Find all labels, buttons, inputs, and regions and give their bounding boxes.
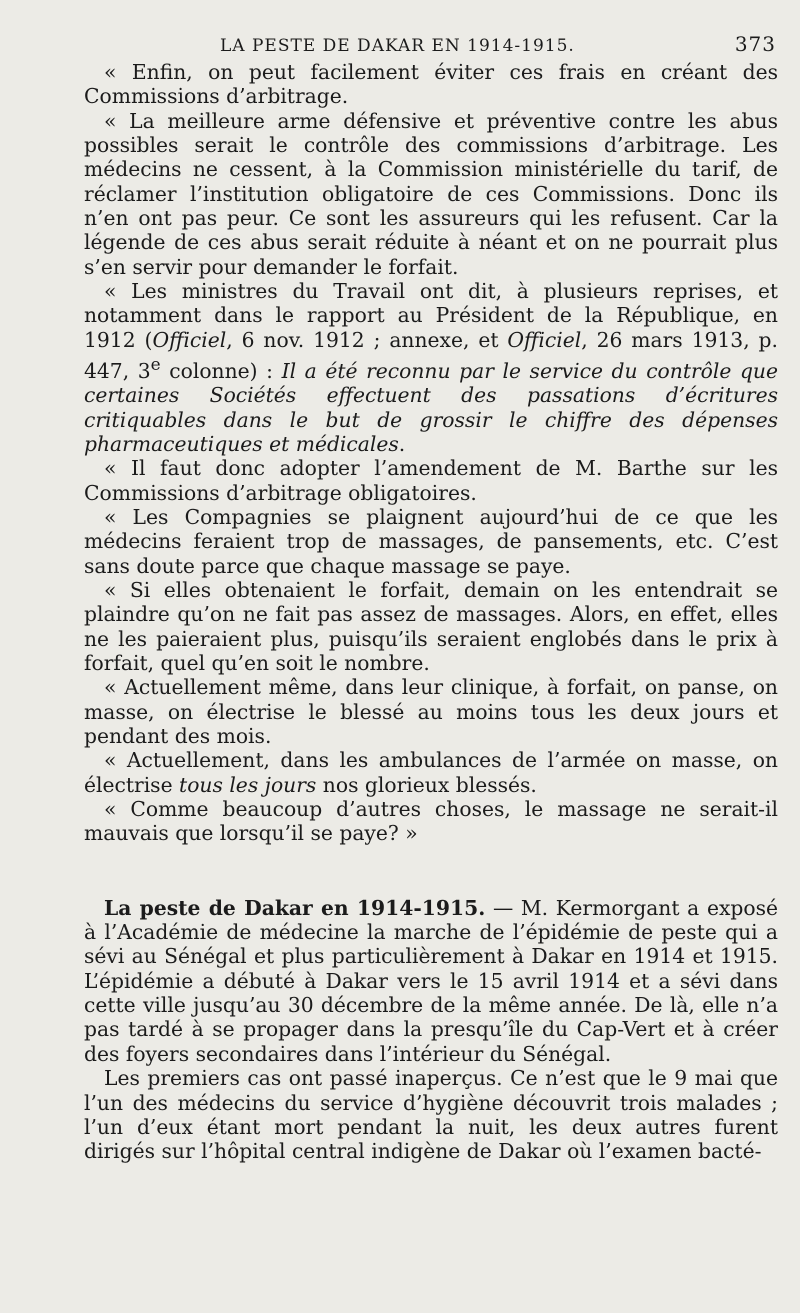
citation-source: Officiel <box>152 327 227 352</box>
running-header <box>84 32 778 56</box>
section-title: La peste de Dakar en 1914-1915. <box>104 895 486 920</box>
running-title: LA PESTE DE DAKAR EN 1914-1915. <box>220 36 575 56</box>
page-number: 373 <box>734 32 776 56</box>
section-intro: — M. Kermorgant a exposé à l’Académie de médecine la marche de l’épidémie de peste qui a sévi au Sénégal et plus particulièrement à Dakar en 1914 et 1915. L’épidémie a débuté à Dakar vers le 15 avril 1914 et a sévi dans cette ville jusqu’au 30 décembre de la même année. De là, elle n’a pas tardé à se propager dans la presqu’île du Cap-Vert et à créer des foyers secondaires dans l’intérieur du Sénégal. <box>84 895 778 1066</box>
paragraph: « Si elles obtenaient le forfait, demain on les entendrait se plaindre qu’on ne fait pas assez de massages. Alors, en effet, elles ne les paieraient plus, puisqu’ils seraient englobés dans le prix à forfait, quel qu’en soit le nombre. <box>84 577 778 676</box>
section-paragraph <box>84 896 778 1066</box>
paragraph: « Actuellement même, dans leur clinique, à forfait, on panse, on masse, on électrise le blessé au moins tous les deux jours et pendant des mois. <box>84 675 778 749</box>
paragraph: « Il faut donc adopter l’amendement de M. Barthe sur les Commissions d’arbitrage obligatoires. <box>84 456 778 505</box>
citation-text: colonne) : <box>160 358 282 383</box>
citation-text: , 6 nov. 1912 ; annexe, et <box>226 327 508 352</box>
page-body <box>84 60 778 1164</box>
paragraph <box>84 748 778 797</box>
paragraph: « Enfin, on peut facilement éviter ces frais en créant des Commissions d’arbitrage. <box>84 60 778 109</box>
paragraph <box>84 279 778 456</box>
italic-phrase: tous les jours <box>179 772 317 797</box>
section-spacer <box>84 846 778 896</box>
paragraph: « Les Compagnies se plaignent aujourd’hui de ce que les médecins feraient trop de massages, de pansements, etc. C’est sans doute parce que chaque massage se paye. <box>84 504 778 578</box>
italic-quote: Il a été reconnu par le service du contrôle que certaines Sociétés effectuent des passations d’écritures critiquables dans le but de grossir le chiffre des dépenses pharmaceutiques et médicales <box>84 358 778 456</box>
paragraph: « Comme beaucoup d’autres choses, le massage ne serait-il mauvais que lorsqu’il se paye? » <box>84 797 778 846</box>
paragraph-lead: « Actuellement, dans les ambulances de l’armée on masse, on électrise <box>84 748 778 797</box>
superscript: e <box>150 354 161 375</box>
paragraph-end: . <box>398 431 406 456</box>
citation-text: , 26 mars 1913, p. 447, 3 <box>84 327 778 383</box>
section-paragraph: Les premiers cas ont passé inaperçus. Ce n’est que le 9 mai que l’un des médecins du service d’hygiène découvrit trois malades ; l’un d’eux étant mort pendant la nuit, les deux autres furent dirigés sur l’hôpital central indigène de Dakar où l’examen bacté- <box>84 1066 778 1164</box>
paragraph: « La meilleure arme défensive et préventive contre les abus possibles serait le contrôle des commissions d’arbitrage. Les médecins ne cessent, à la Commission ministérielle du tarif, de réclamer l’institution obligatoire de ces Commissions. Donc ils n’en ont pas peur. Ce sont les assureurs qui les refusent. Car la légende de ces abus serait réduite à néant et on ne pourrait plus s’en servir pour demander le forfait. <box>84 108 778 279</box>
citation-source: Officiel <box>507 327 582 352</box>
paragraph-lead: « Les ministres du Travail ont dit, à plusieurs reprises, et notamment dans le rapport au Président de la République, en 1912 ( <box>84 279 778 352</box>
paragraph-end: nos glorieux blessés. <box>316 772 537 797</box>
